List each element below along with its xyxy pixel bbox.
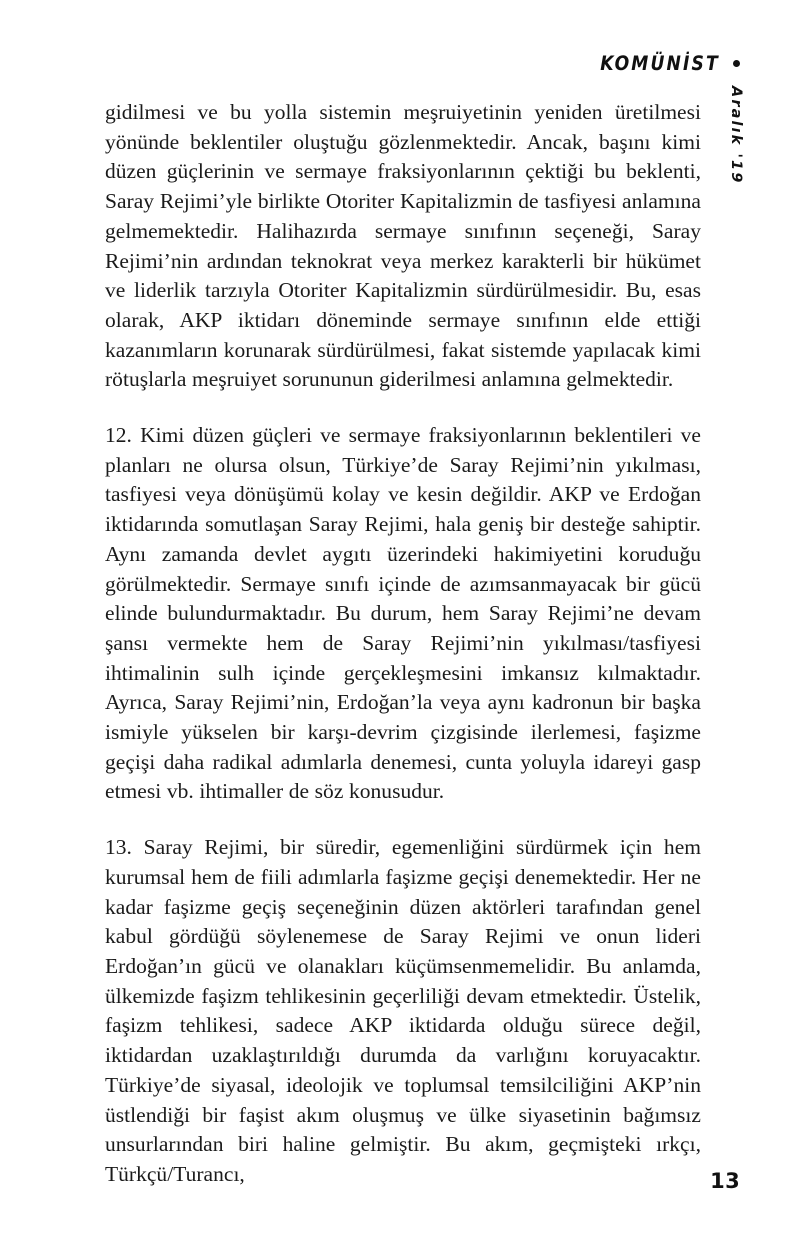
bullet-dot-icon — [733, 60, 740, 67]
masthead-title: KOMÜNİST — [600, 52, 720, 75]
running-head — [584, 52, 740, 75]
paragraph-13: 13. Saray Rejimi, bir süredir, egemenliğini sürdürmek için hem kurumsal hem de fiili adımlarla faşizme geçişi denemektedir. Her ne kadar faşizme geçiş seçeneğinin düzen aktörleri tarafından genel kabul gördüğü söylenemese de Saray Rejimi ve onun lideri Erdoğan’ın gücü ve olanakları küçümsenmemelidir. Bu anlamda, ülkemizde faşizm tehlikesinin geçerliliği devam etmektedir. Üstelik, faşizm tehlikesi, sadece AKP iktidarda olduğu sürece değil, iktidardan uzaklaştırıldığı durumda da varlığını koruyacaktır. Türkiye’de siyasal, ideolojik ve toplumsal temsilciliğini AKP’nin üstlendiği bir faşist akım oluşmuş ve ülke siyasetinin bağımsız unsurlarından biri haline gelmiştir. Bu akım, geçmişteki ırkçı, Türkçü/Turancı, — [105, 835, 701, 1186]
page-number: 13 — [710, 1169, 740, 1193]
body-text-column — [105, 98, 701, 1190]
paragraph-12: 12. Kimi düzen güçleri ve sermaye fraksiyonlarının beklentileri ve planları ne olursa olsun, Türkiye’de Saray Rejimi’nin yıkılması, tasfiyesi veya dönüşümü kolay ve kesin değildir. AKP ve Erdoğan iktidarında somutlaşan Saray Rejimi, hala geniş bir desteğe sahiptir. Aynı zamanda devlet aygıtı üzerindeki hakimiyetini koruduğu görülmektedir. Sermaye sınıfı içinde de azımsanmayacak bir gücü elinde bulundurmaktadır. Bu durum, hem Saray Rejimi’ne devam şansı vermekte hem de Saray Rejimi’nin yıkılması/tasfiyesi ihtimalinin sulh içinde gerçekleşmesini imkansız kılmaktadır. Ayrıca, Saray Rejimi’nin, Erdoğan’la veya aynı kadronun bir başka ismiyle yükselen bir karşı-devrim çizgisinde ilerlemesi, faşizme geçişi daha radikal adımlarla denemesi, cunta yoluyla idareyi gasp etmesi vb. ihtimaller de söz konusudur. — [105, 423, 701, 804]
paragraph-continued: gidilmesi ve bu yolla sistemin meşruiyetinin yeniden üretilmesi yönünde beklentiler oluştuğu gözlenmektedir. Ancak, başını kimi düzen güçlerinin ve sermaye fraksiyonlarının çektiği bu beklenti, Saray Rejimi’yle birlikte Otoriter Kapitalizmin de tasfiyesi anlamına gelmemektedir. Halihazırda sermaye sınıfının seçeneği, Saray Rejimi’nin ardından teknokrat veya merkez karakterli bir hükümet ve liderlik tarzıyla Otoriter Kapitalizmin sürdürülmesidir. Bu, esas olarak, AKP iktidarı döneminde sermaye sınıfının elde ettiği kazanımların korunarak sürdürülmesi, fakat sistemde yapılacak kimi rötuşlarla meşruiyet sorununun giderilmesi anlamına gelmektedir. — [105, 100, 701, 392]
issue-date-vertical: Aralık '19 — [728, 86, 744, 185]
